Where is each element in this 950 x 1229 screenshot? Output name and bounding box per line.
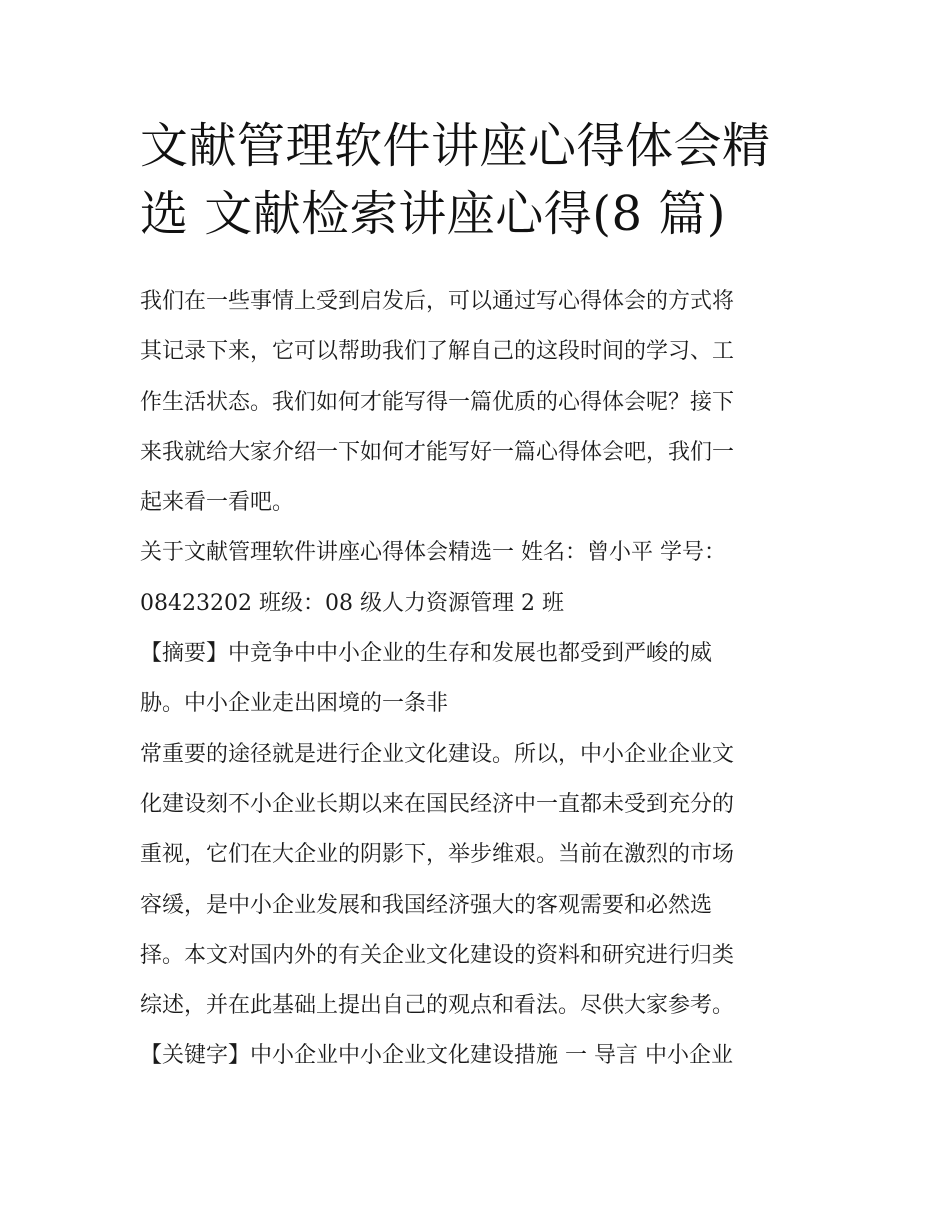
document-title (140, 112, 820, 248)
body-line: 容缓，是中小企业发展和我国经济强大的客观需要和必然选 (140, 892, 713, 918)
body-line: 我们在一些事情上受到启发后，可以通过写心得体会的方式将 (140, 289, 735, 314)
body-line: 来我就给大家介绍一下如何才能写好一篇心得体会吧，我们一 (140, 439, 735, 465)
body-line: 作生活状态。我们如何才能写得一篇优质的心得体会呢？接下 (140, 389, 735, 415)
body-line: 其记录下来，它可以帮助我们了解自己的这段时间的学习、工 (140, 339, 735, 365)
body-line: 重视，它们在大企业的阴影下，举步维艰。当前在激烈的市场 (140, 842, 735, 868)
document-body (140, 277, 830, 1082)
body-line: 【关键字】中小企业中小企业文化建设措施 一 导言 中小企业 (140, 1043, 733, 1069)
body-line: 起来看一看吧。 (140, 490, 295, 516)
body-line: 【摘要】中竞争中中小企业的生存和发展也都受到严峻的威 (140, 641, 713, 667)
body-line: 08423202 班级：08 级人力资源管理 2 班 (140, 590, 564, 616)
body-line: 常重要的途径就是进行企业文化建设。所以，中小企业企业文 (140, 741, 735, 767)
title-line-2: 选 文献检索讲座心得(8 篇) (140, 186, 727, 242)
body-line: 择。本文对国内外的有关企业文化建设的资料和研究进行归类 (140, 942, 735, 968)
title-line-1: 文献管理软件讲座心得体会精 (140, 118, 771, 174)
body-line: 综述，并在此基础上提出自己的观点和看法。尽供大家参考。 (140, 993, 735, 1019)
body-line: 关于文献管理软件讲座心得体会精选一 姓名：曾小平 学号： (140, 540, 726, 566)
body-line: 胁。中小企业走出困境的一条非 (140, 691, 449, 717)
body-line: 化建设刻不小企业长期以来在国民经济中一直都未受到充分的 (140, 791, 735, 817)
